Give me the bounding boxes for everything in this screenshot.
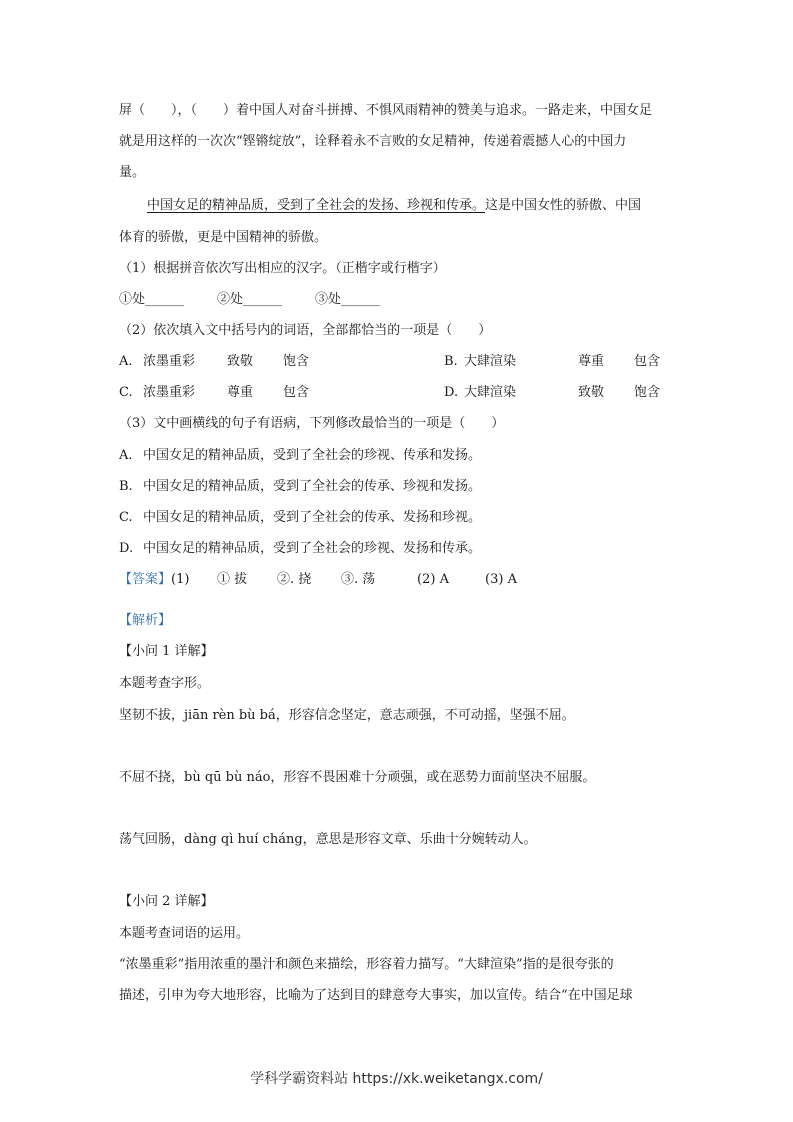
answer-part: (3) A <box>485 572 517 587</box>
option-d <box>119 539 481 559</box>
option-word: 大肆渲染 <box>464 385 517 400</box>
analysis-text: 坚韧不拔，jiān rèn bù bá，形容信念坚定，意志顽强，不可动摇，坚强不屈。 <box>119 708 575 723</box>
question-2-stem: （2）依次填入文中括号内的词语，全部都恰当的一项是（ ） <box>119 323 492 338</box>
option-label: B. <box>119 479 133 494</box>
option-text: 中国女足的精神品质，受到了全社会的珍视、发扬和传承。 <box>143 541 482 556</box>
option-text: 中国女足的精神品质，受到了全社会的传承、发扬和珍视。 <box>143 510 482 525</box>
analysis-text: 描述，引申为夸大地形容，比喻为了达到目的肆意夸大事实，加以宣传。结合“在中国足球 <box>119 988 633 1003</box>
option-a <box>119 446 481 466</box>
answer-line <box>119 570 517 590</box>
option-label: D. <box>444 385 459 400</box>
answer-item: ③. 荡 <box>341 572 376 587</box>
option-text: 中国女足的精神品质，受到了全社会的传承、珍视和发扬。 <box>143 479 482 494</box>
option-text: 中国女足的精神品质，受到了全社会的珍视、传承和发扬。 <box>143 448 482 463</box>
option-word: 饱含 <box>634 385 661 400</box>
question-1-blanks <box>119 290 380 310</box>
option-word: 致敬 <box>227 354 254 369</box>
option-word: 饱含 <box>283 354 310 369</box>
option-label: A. <box>119 448 133 463</box>
answer-tag: 【答案】 <box>119 572 172 587</box>
option-a <box>119 352 309 372</box>
analysis-text: 本题考查词语的运用。 <box>119 926 250 941</box>
option-b <box>444 352 660 372</box>
answer-item: ① 拔 <box>217 572 248 587</box>
question-1-stem: （1）根据拼音依次写出相应的汉字。（正楷字或行楷字） <box>119 261 446 276</box>
option-word: 大肆渲染 <box>464 354 517 369</box>
option-word: 包含 <box>283 385 310 400</box>
option-label: B. <box>444 354 458 369</box>
passage-line <box>147 196 641 216</box>
analysis-text: “浓墨重彩”指用浓重的墨汁和颜色来描绘，形容着力描写。“大肆渲染”指的是很夸张的 <box>119 957 614 972</box>
analysis-text: 不屈不挠，bù qū bù náo，形容不畏困难十分顽强，或在恶势力面前坚决不屈服。 <box>119 770 596 785</box>
blank-1: ①处______ <box>119 292 185 307</box>
sub-question-heading: 【小问 1 详解】 <box>119 644 214 659</box>
option-b <box>119 477 481 497</box>
option-word: 包含 <box>634 354 661 369</box>
sub-question-heading: 【小问 2 详解】 <box>119 894 214 909</box>
answer-item: ②. 挠 <box>277 572 312 587</box>
option-label: A. <box>119 354 133 369</box>
option-word: 尊重 <box>227 385 254 400</box>
option-word: 浓墨重彩 <box>143 385 196 400</box>
underlined-sentence: 中国女足的精神品质，受到了全社会的发扬、珍视和传承。 <box>147 198 486 213</box>
analysis-tag: 【解析】 <box>119 613 172 628</box>
passage-line: 就是用这样的一次次“铿锵绽放”，诠释着永不言败的女足精神，传递着震撼人心的中国力 <box>119 134 627 149</box>
blank-3: ③处______ <box>315 292 381 307</box>
option-label: C. <box>119 385 133 400</box>
passage-line: 量。 <box>119 165 146 180</box>
passage-line: 体育的骄傲，更是中国精神的骄傲。 <box>119 230 328 245</box>
option-c <box>119 383 309 403</box>
question-3-stem: （3）文中画横线的句子有语病，下列修改最恰当的一项是（ ） <box>119 416 505 431</box>
answer-part: (1) <box>171 572 190 587</box>
page-footer: 学科学霸资料站 https://xk.weiketangx.com/ <box>250 1071 543 1087</box>
option-label: D. <box>119 541 134 556</box>
passage-line: 屏（ ），（ ）着中国人对奋斗拼搏、不惧风雨精神的赞美与追求。一路走来，中国女足 <box>119 103 653 118</box>
answer-part: (2) A <box>417 572 449 587</box>
option-word: 致敬 <box>578 385 605 400</box>
option-word: 浓墨重彩 <box>143 354 196 369</box>
option-label: C. <box>119 510 133 525</box>
option-word: 尊重 <box>578 354 605 369</box>
blank-2: ②处______ <box>217 292 283 307</box>
option-d <box>444 383 660 403</box>
analysis-text: 本题考查字形。 <box>119 676 211 691</box>
analysis-text: 荡气回肠，dàng qì huí cháng，意思是形容文章、乐曲十分婉转动人。 <box>119 832 537 847</box>
option-c <box>119 508 481 528</box>
passage-text: 这是中国女性的骄傲、中国 <box>485 198 642 213</box>
